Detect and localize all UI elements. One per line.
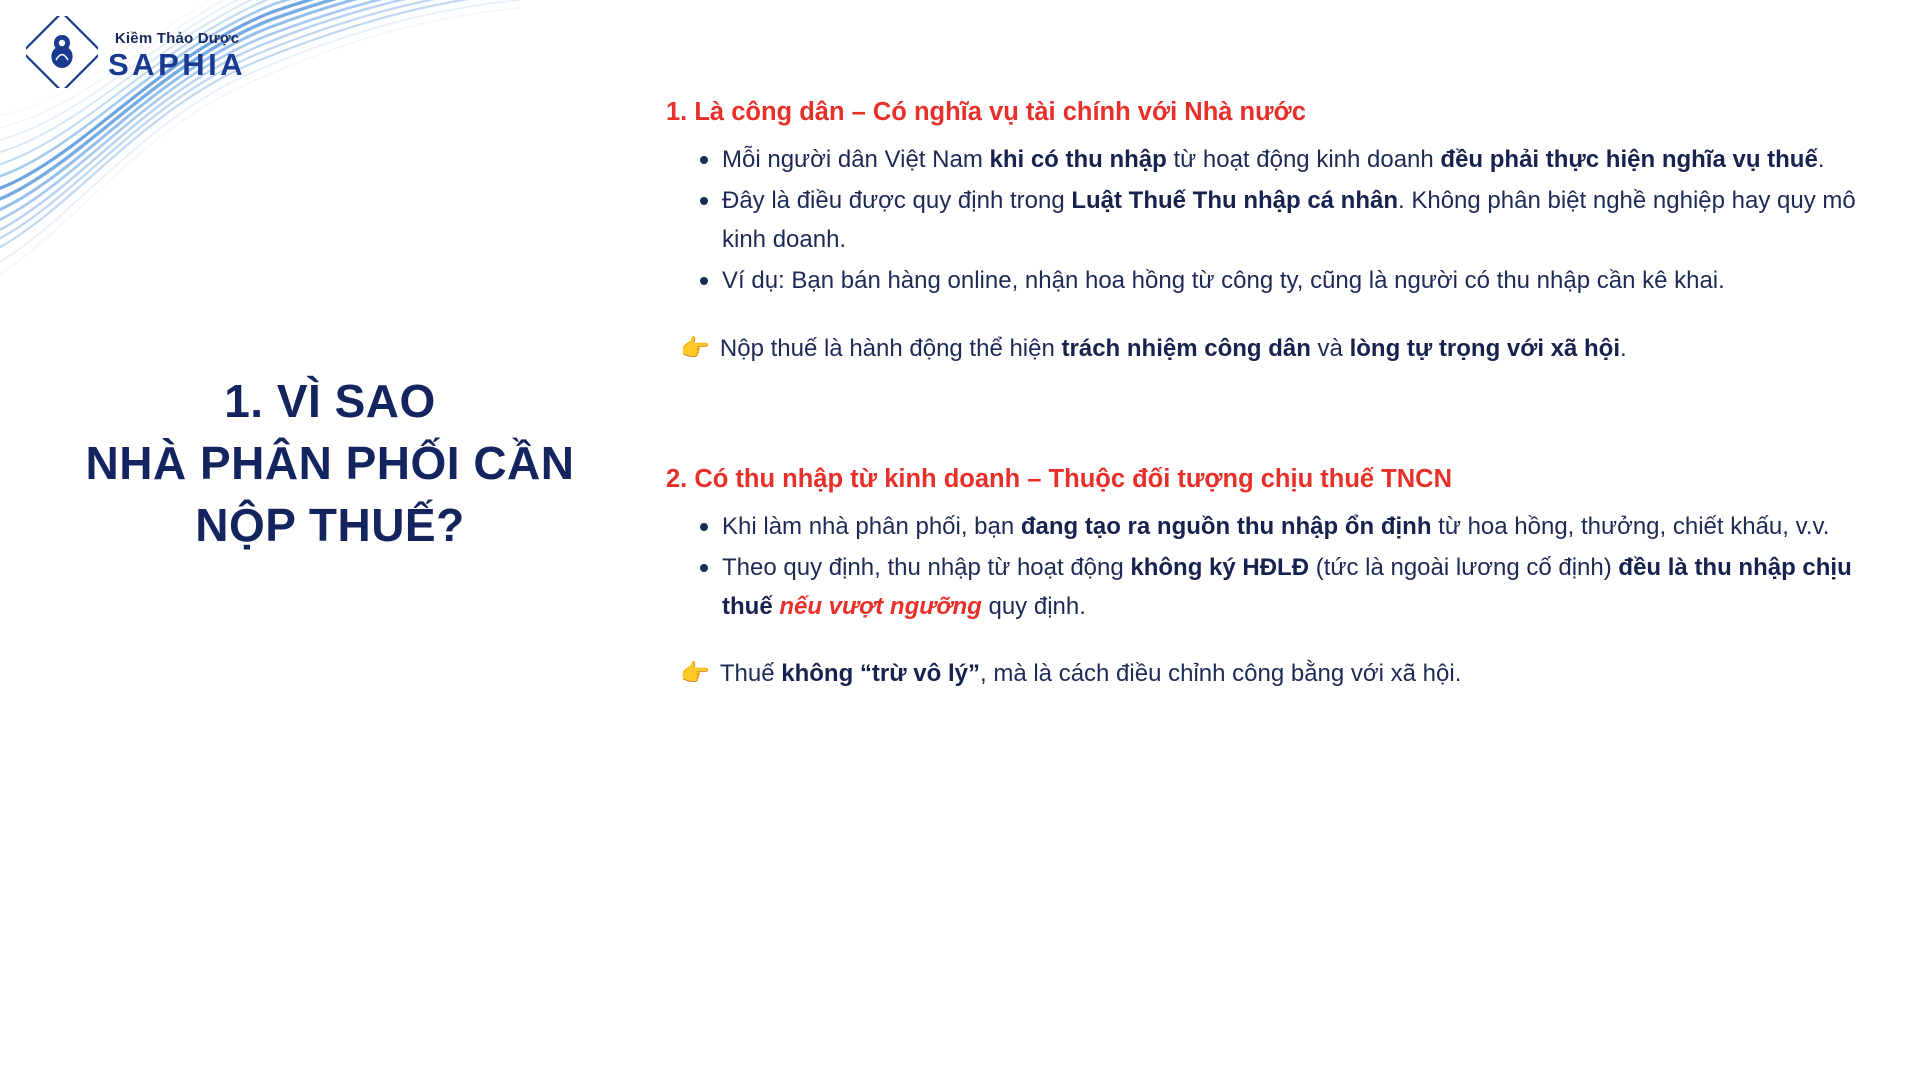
slide-content (660, 0, 1920, 1080)
section-2-callout-text: Thuế không “trừ vô lý”, mà là cách điều chỉnh công bằng với xã hội. (719, 660, 1462, 688)
section-1-callout (666, 331, 1880, 367)
content-section-2 (666, 463, 1880, 693)
brand-logo (26, 16, 246, 88)
slide-title-line-3: NỘP THUẾ? (195, 499, 465, 552)
slide-title (0, 370, 660, 556)
section-1-heading: 1. Là công dân – Có nghĩa vụ tài chính với Nhà nước (666, 98, 1306, 126)
section-1-bullet-list (666, 141, 1880, 301)
section-divider-space (666, 367, 1880, 463)
section-2-callout (666, 656, 1880, 692)
pointing-hand-icon: 👉 (680, 660, 710, 688)
list-item: Khi làm nhà phân phối, bạn đang tạo ra nguồn thu nhập ổn định từ hoa hồng, thưởng, chiết khấu, v.v. (722, 508, 1880, 547)
slide-title-line-2: NHÀ PHÂN PHỐI CẦN (85, 437, 575, 490)
section-2-heading: 2. Có thu nhập từ kinh doanh – Thuộc đối tượng chịu thuế TNCN (666, 464, 1452, 493)
brand-name: SAPHIA (108, 46, 247, 82)
brand-tagline: Kiềm Thảo Dược (114, 29, 240, 47)
list-item: Mỗi người dân Việt Nam khi có thu nhập từ hoạt động kinh doanh đều phải thực hiện nghĩa vụ thuế. (722, 141, 1880, 180)
slide-title-line-1: 1. VÌ SAO (224, 375, 436, 427)
herbal-emblem-icon (26, 16, 98, 88)
list-item: Theo quy định, thu nhập từ hoạt động không ký HĐLĐ (tức là ngoài lương cố định) đều là thu nhập chịu thuế nếu vượt ngưỡng quy định. (722, 549, 1880, 627)
section-1-callout-text: Nộp thuế là hành động thể hiện trách nhiệm công dân và lòng tự trọng với xã hội. (719, 334, 1627, 362)
left-panel (0, 0, 660, 1080)
list-item: Ví dụ: Bạn bán hàng online, nhận hoa hồng từ công ty, cũng là người có thu nhập cần kê khai. (722, 262, 1880, 301)
list-item: Đây là điều được quy định trong Luật Thuế Thu nhập cá nhân. Không phân biệt nghề nghiệp hay quy mô kinh doanh. (722, 182, 1880, 260)
section-2-bullet-list (666, 508, 1880, 627)
brand-logo-text (108, 25, 246, 80)
content-section-1 (666, 96, 1880, 367)
pointing-hand-icon: 👉 (680, 334, 710, 362)
